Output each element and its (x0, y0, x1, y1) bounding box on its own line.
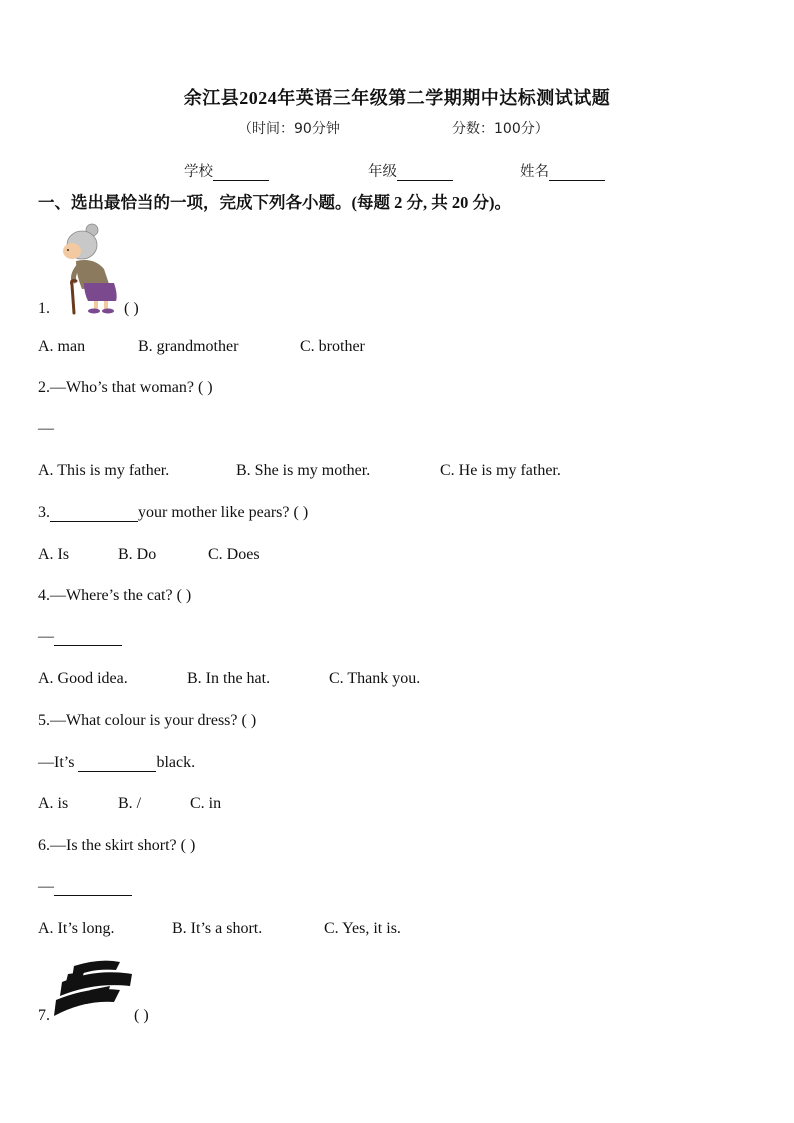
question-6-answer (38, 878, 132, 896)
question-2-prompt: 2.—Who’s that woman? ( ) (38, 379, 213, 396)
question-text: your mother like pears? ( ) (138, 504, 309, 521)
question-6-prompt: 6.—Is the skirt short? ( ) (38, 837, 196, 854)
option-a[interactable]: A. It’s long. (38, 920, 115, 937)
fill-blank[interactable] (54, 879, 132, 896)
option-b[interactable]: B. She is my mother. (236, 462, 371, 479)
option-c[interactable]: C. Thank you. (329, 670, 421, 687)
answer-suffix: black. (156, 754, 196, 771)
option-a[interactable]: A. man (38, 338, 86, 355)
name-field (520, 160, 605, 181)
option-a[interactable]: A. This is my father. (38, 462, 170, 479)
name-label: 姓名 (520, 164, 549, 180)
question-3-options (38, 546, 260, 564)
name-blank[interactable] (549, 166, 605, 181)
answer-dash: — (38, 878, 54, 895)
question-number: 1. (38, 300, 50, 317)
option-b[interactable]: B. grandmother (138, 338, 239, 355)
question-6-options (38, 920, 401, 938)
question-4-options (38, 670, 420, 688)
question-4-prompt: 4.—Where’s the cat? ( ) (38, 587, 192, 604)
question-2-answer: — (38, 420, 54, 437)
question-5-answer (38, 754, 195, 772)
score-info: 分数：100分） (452, 121, 549, 137)
question-4-answer (38, 628, 122, 646)
fill-blank[interactable] (54, 629, 122, 646)
option-c[interactable]: C. in (190, 795, 222, 812)
option-b[interactable]: B. In the hat. (187, 670, 271, 687)
option-a[interactable]: A. is (38, 795, 69, 812)
option-c[interactable]: C. Yes, it is. (324, 920, 401, 937)
option-b[interactable]: B. / (118, 795, 142, 812)
time-info: （时间：90分钟 (238, 121, 340, 137)
grade-blank[interactable] (397, 166, 453, 181)
option-c[interactable]: C. brother (300, 338, 365, 355)
option-a[interactable]: A. Is (38, 546, 70, 563)
option-c[interactable]: C. Does (208, 546, 260, 563)
option-b[interactable]: B. Do (118, 546, 157, 563)
question-1 (38, 300, 139, 318)
answer-dash: — (38, 628, 54, 645)
answer-paren[interactable]: ( ) (124, 300, 139, 317)
question-number: 3. (38, 504, 50, 521)
option-c[interactable]: C. He is my father. (440, 462, 561, 479)
school-field (184, 160, 269, 181)
question-1-options (38, 338, 365, 356)
page-title: 余江县2024年英语三年级第二学期期中达标测试试题 (183, 88, 611, 108)
question-3-prompt (38, 504, 308, 522)
section-heading: 一、选出最恰当的一项，完成下列各小题。(每题 2 分, 共 20 分)。 (38, 193, 511, 212)
question-5-prompt: 5.—What colour is your dress? ( ) (38, 712, 257, 729)
option-a[interactable]: A. Good idea. (38, 670, 128, 687)
school-blank[interactable] (213, 166, 269, 181)
question-7 (38, 1007, 149, 1025)
school-label: 学校 (184, 164, 213, 180)
question-number: 7. (38, 1007, 50, 1024)
fill-blank[interactable] (50, 505, 138, 522)
answer-paren[interactable]: ( ) (134, 1007, 149, 1024)
fill-blank[interactable] (78, 755, 156, 772)
answer-prefix: —It’s (38, 754, 79, 771)
question-2-options (38, 462, 561, 480)
question-5-options (38, 795, 221, 813)
grade-field (368, 160, 453, 181)
grade-label: 年级 (368, 164, 397, 180)
option-b[interactable]: B. It’s a short. (172, 920, 263, 937)
